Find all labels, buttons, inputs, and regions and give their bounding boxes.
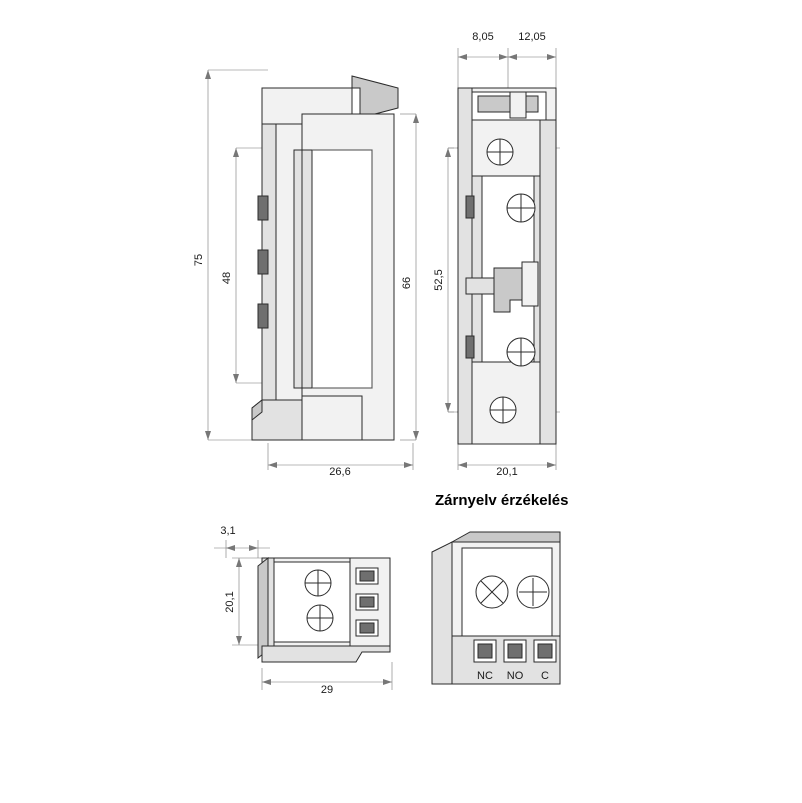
screw-detail-2 xyxy=(517,576,549,608)
dim-12-05: 12,05 xyxy=(518,31,546,43)
terminal-label-c: C xyxy=(541,670,549,682)
screw-detail-1 xyxy=(476,576,508,608)
screw-bottom xyxy=(490,397,516,423)
dim-48: 48 xyxy=(221,271,233,285)
dim-20-1-top: 20,1 xyxy=(224,591,236,613)
screw-top-view-1 xyxy=(305,570,331,596)
dim-3-1: 3,1 xyxy=(220,525,236,537)
dim-52-5: 52,5 xyxy=(433,269,445,291)
dim-20-1: 20,1 xyxy=(496,466,518,479)
dim-8-05: 8,05 xyxy=(472,31,494,43)
screw-lower-mid xyxy=(507,338,535,366)
dim-75: 75 xyxy=(193,253,205,267)
dim-29: 29 xyxy=(320,684,334,697)
dim-66: 66 xyxy=(401,276,413,290)
screw-upper-mid xyxy=(507,194,535,222)
caption-zarnyelv-erzekeles: Zárnyelv érzékelés xyxy=(435,492,569,509)
screw-top xyxy=(487,139,513,165)
view-front xyxy=(433,31,560,478)
terminal-label-no: NO xyxy=(506,670,524,682)
view-top xyxy=(214,525,392,696)
view-side xyxy=(193,70,419,478)
terminal-label-nc: NC xyxy=(477,670,493,682)
screw-top-view-2 xyxy=(307,605,333,631)
dim-26-6: 26,6 xyxy=(329,466,351,479)
view-terminal-detail xyxy=(432,532,560,684)
